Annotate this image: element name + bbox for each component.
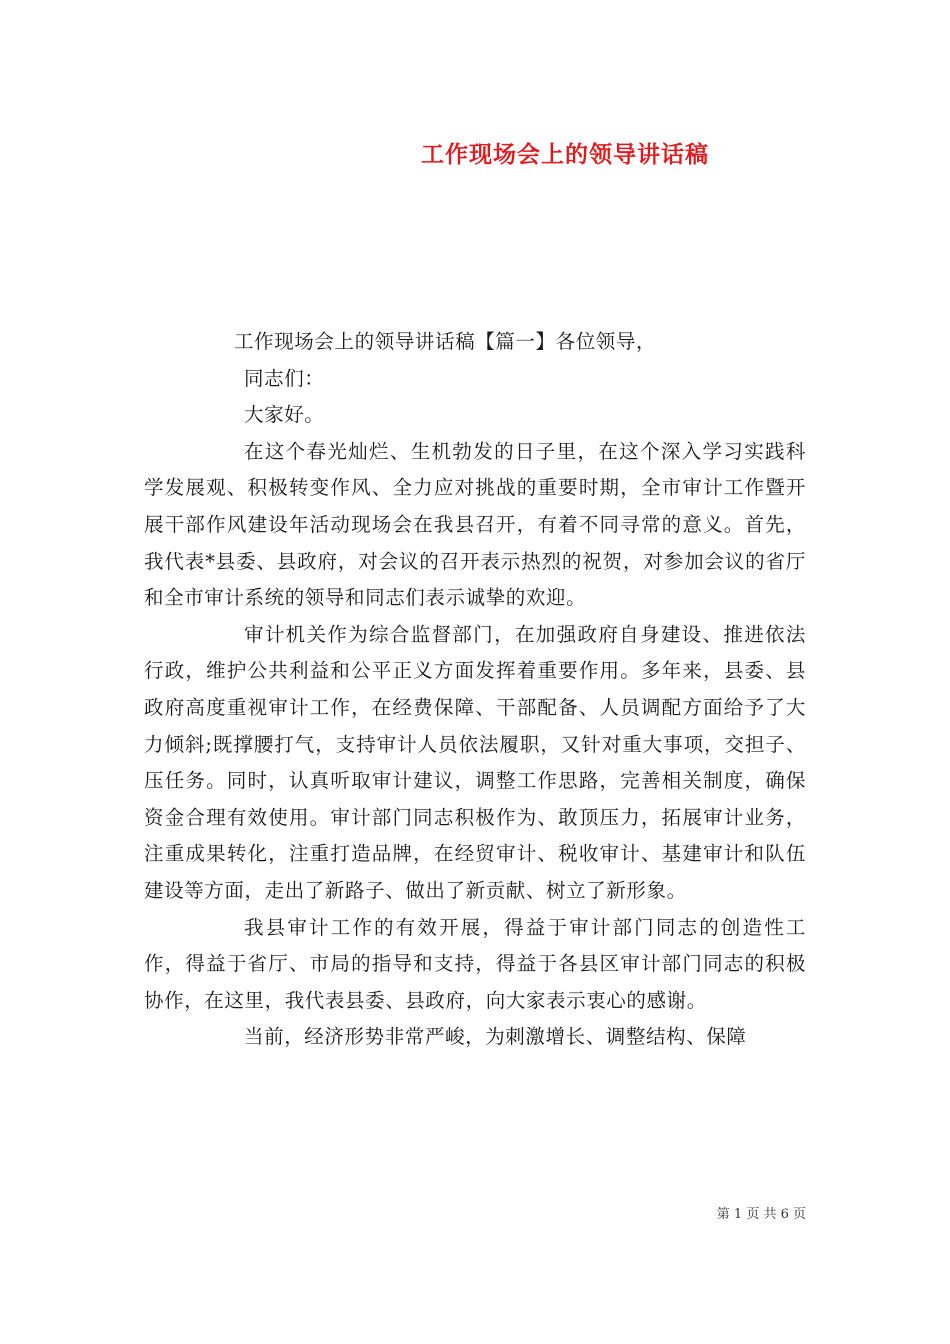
paragraph-body: 审计机关作为综合监督部门，在加强政府自身建设、推进依法行政，维护公共利益和公平正义方面发挥着重要作用。多年来，县委、县政府高度重视审计工作，在经费保障、干部配备、人员调配方面给予了大力倾斜;既撑腰打气，支持审计人员依法履职，又针对重大事项，交担子、压任务。同时，认真听取审计建议，调整工作思路，完善相关制度，确保资金合理有效使用。审计部门同志积极作为、敢顶压力，拓展审计业务，注重成果转化，注重打造品牌，在经贸审计、税收审计、基建审计和队伍建设等方面，走出了新路子、做出了新贡献、树立了新形象。	[144, 622, 806, 902]
paragraph-greeting: 大家好。	[244, 403, 325, 427]
document-body	[144, 324, 806, 1056]
paragraph-body: 我县审计工作的有效开展，得益于审计部门同志的创造性工作，得益于省厅、市局的指导和支持，得益于各县区审计部门同志的积极协作，在这里，我代表县委、县政府，向大家表示衷心的感谢。	[144, 915, 806, 1012]
paragraph-body: 当前，经济形势非常严峻，为刺激增长、调整结构、保障	[244, 1025, 747, 1049]
page-number-footer: 第 1 页 共 6 页	[716, 1207, 806, 1222]
paragraph-intro: 工作现场会上的领导讲话稿【篇一】各位领导，	[234, 330, 657, 353]
paragraph-salutation: 同志们：	[244, 366, 325, 390]
paragraph-body: 在这个春光灿烂、生机勃发的日子里，在这个深入学习实践科学发展观、积极转变作风、全力应对挑战的重要时期，全市审计工作暨开展干部作风建设年活动现场会在我县召开，有着不同寻常的意义。首先，我代表*县委、县政府，对会议的召开表示热烈的祝贺，对参加会议的省厅和全市审计系统的领导和同志们表示诚挚的欢迎。	[144, 439, 806, 610]
document-title: 工作现场会上的领导讲话稿	[421, 141, 709, 168]
